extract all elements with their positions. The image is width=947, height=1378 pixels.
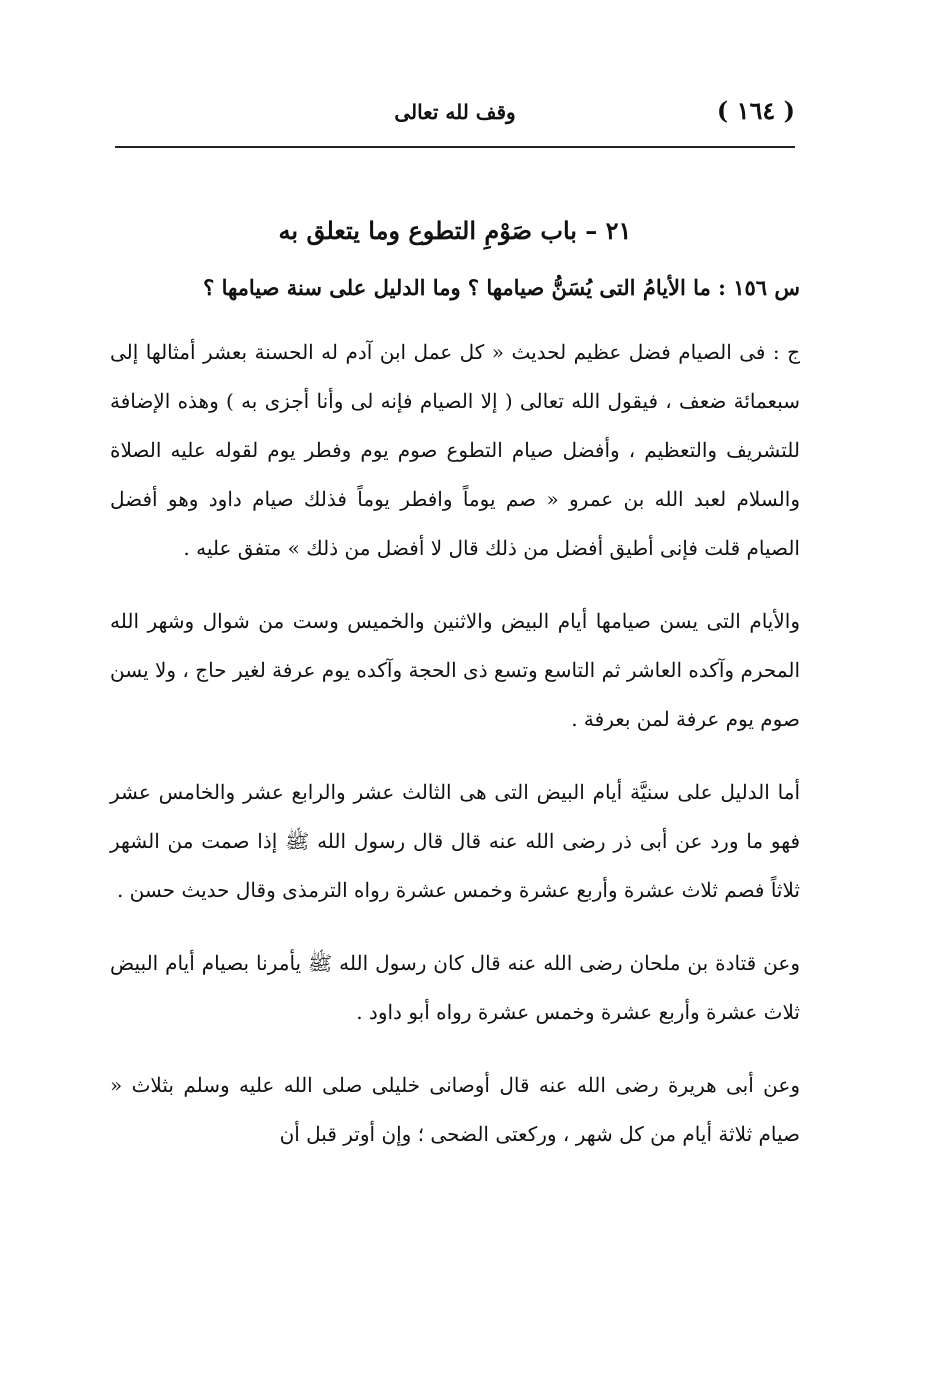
answer-paragraph: وعن أبى هريرة رضى الله عنه قال أوصانى خليلى صلى الله عليه وسلم بثلاث « صيام ثلاثة أيام من كل شهر ، وركعتى الضحى ؛ وإن أوتر قبل أن — [110, 1073, 800, 1146]
page-body — [110, 200, 800, 1183]
question-text: س ١٥٦ : ما الأيامُ التى يُسَنُّ صيامها ؟ وما الدليل على سنة صيامها ؟ — [203, 275, 800, 300]
answer-paragraph: وعن قتادة بن ملحان رضى الله عنه قال كان رسول الله ﷺ يأمرنا بصيام أيام البيض ثلاث عشرة وأربع عشرة وخمس عشرة رواه أبو داود . — [110, 951, 800, 1024]
header-divider — [115, 146, 795, 148]
page-header — [115, 86, 795, 144]
running-title: وقف لله تعالى — [394, 100, 516, 124]
page-number: ( ١٦٤ ) — [716, 96, 795, 125]
answer-paragraph: أما الدليل على سنيَّة أيام البيض التى هى الثالث عشر والرابع عشر والخامس عشر فهو ما ورد عن أبى ذر رضى الله عنه قال قال رسول الله ﷺ إذا صمت من الشهر ثلاثاً فصم ثلاث عشرة وأربع عشرة وخمس عشرة رواه الترمذى وقال حديث حسن . — [110, 780, 800, 902]
answer-paragraph: ج : فى الصيام فضل عظيم لحديث « كل عمل ابن آدم له الحسنة بعشر أمثالها إلى سبعمائة ضعف ، فيقول الله تعالى ( إلا الصيام فإنه لى وأنا أجزى به ) وهذه الإضافة للتشريف والتعظيم ، وأفضل صيام التطوع صوم يوم وفطر يوم لقوله عليه الصلاة والسلام لعبد الله بن عمرو « صم يوماً وافطر يوماً فذلك صيام داود وهو أفضل الصيام قلت فإنى أطيق أفضل من ذلك قال لا أفضل من ذلك » متفق عليه . — [110, 340, 800, 560]
answer-paragraph: والأيام التى يسن صيامها أيام البيض والاثنين والخميس وست من شوال وشهر الله المحرم وآكده العاشر ثم التاسع وتسع ذى الحجة وآكده يوم عرفة لغير حاج ، ولا يسن صوم يوم عرفة لمن بعرفة . — [110, 609, 800, 731]
chapter-title: ٢١ – باب صَوْمِ التطوع وما يتعلق به — [278, 216, 632, 245]
